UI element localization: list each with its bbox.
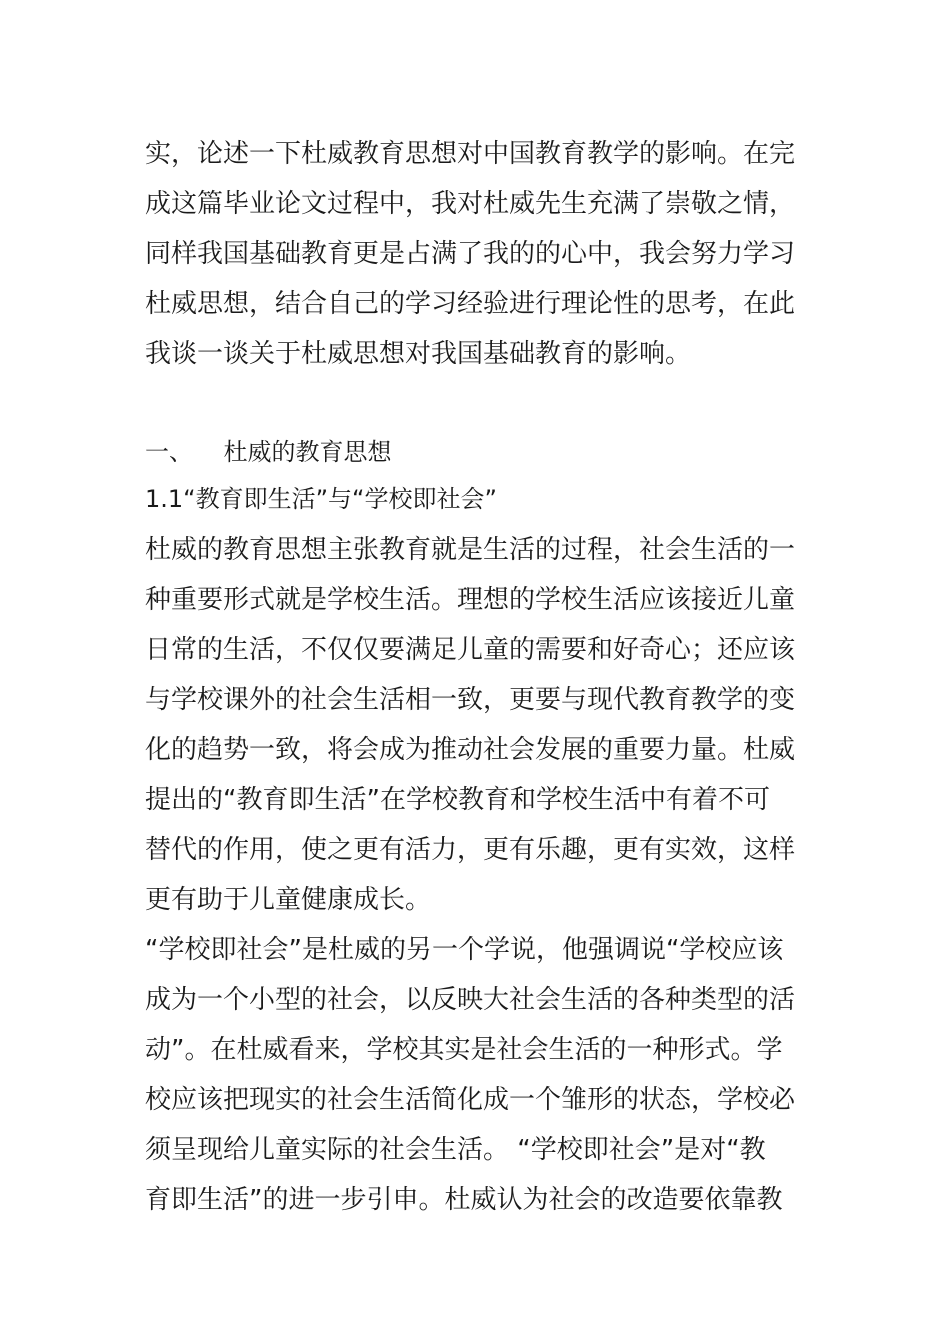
paragraph2-line-5: 须呈现给儿童实际的社会生活。 “学校即社会”是对“教	[145, 1135, 766, 1165]
paragraph1-line-3: 日常的生活，不仅仅要满足儿童的需要和好奇心；还应该	[145, 635, 796, 665]
intro-line-2: 成这篇毕业论文过程中，我对杜威先生充满了崇敬之情，	[145, 189, 796, 219]
paragraph2-line-1: “学校即社会”是杜威的另一个学说，他强调说“学校应该	[145, 935, 784, 965]
intro-line-1: 实，论述一下杜威教育思想对中国教育教学的影响。在完	[145, 139, 796, 169]
paragraph2-line-2: 成为一个小型的社会，以反映大社会生活的各种类型的活	[145, 985, 796, 1015]
section-heading: 一、 杜威的教育思想	[145, 438, 392, 466]
paragraph1-line-1: 杜威的教育思想主张教育就是生活的过程，社会生活的一	[145, 535, 796, 565]
intro-line-4: 杜威思想，结合自己的学习经验进行理论性的思考，在此	[145, 289, 796, 319]
intro-line-5: 我谈一谈关于杜威思想对我国基础教育的影响。	[145, 339, 692, 369]
paragraph2-line-3: 动”。在杜威看来，学校其实是社会生活的一种形式。学	[145, 1035, 783, 1065]
paragraph1-line-4: 与学校课外的社会生活相一致，更要与现代教育教学的变	[145, 685, 796, 715]
paragraph1-line-7: 替代的作用，使之更有活力，更有乐趣，更有实效，这样	[145, 835, 796, 865]
paragraph2-line-6: 育即生活”的进一步引申。杜威认为社会的改造要依靠教	[145, 1185, 783, 1215]
paragraph1-line-6: 提出的“教育即生活”在学校教育和学校生活中有着不可	[145, 785, 770, 815]
subsection-heading: 1.1“教育即生活”与“学校即社会”	[145, 485, 497, 513]
document-body	[145, 0, 810, 1344]
paragraph1-line-8: 更有助于儿童健康成长。	[145, 885, 432, 915]
paragraph1-line-5: 化的趋势一致，将会成为推动社会发展的重要力量。杜威	[145, 735, 796, 765]
intro-line-3: 同样我国基础教育更是占满了我的的心中，我会努力学习	[145, 239, 796, 269]
paragraph1-line-2: 种重要形式就是学校生活。理想的学校生活应该接近儿童	[145, 585, 796, 615]
paragraph2-line-4: 校应该把现实的社会生活简化成一个雏形的状态，学校必	[145, 1085, 796, 1115]
